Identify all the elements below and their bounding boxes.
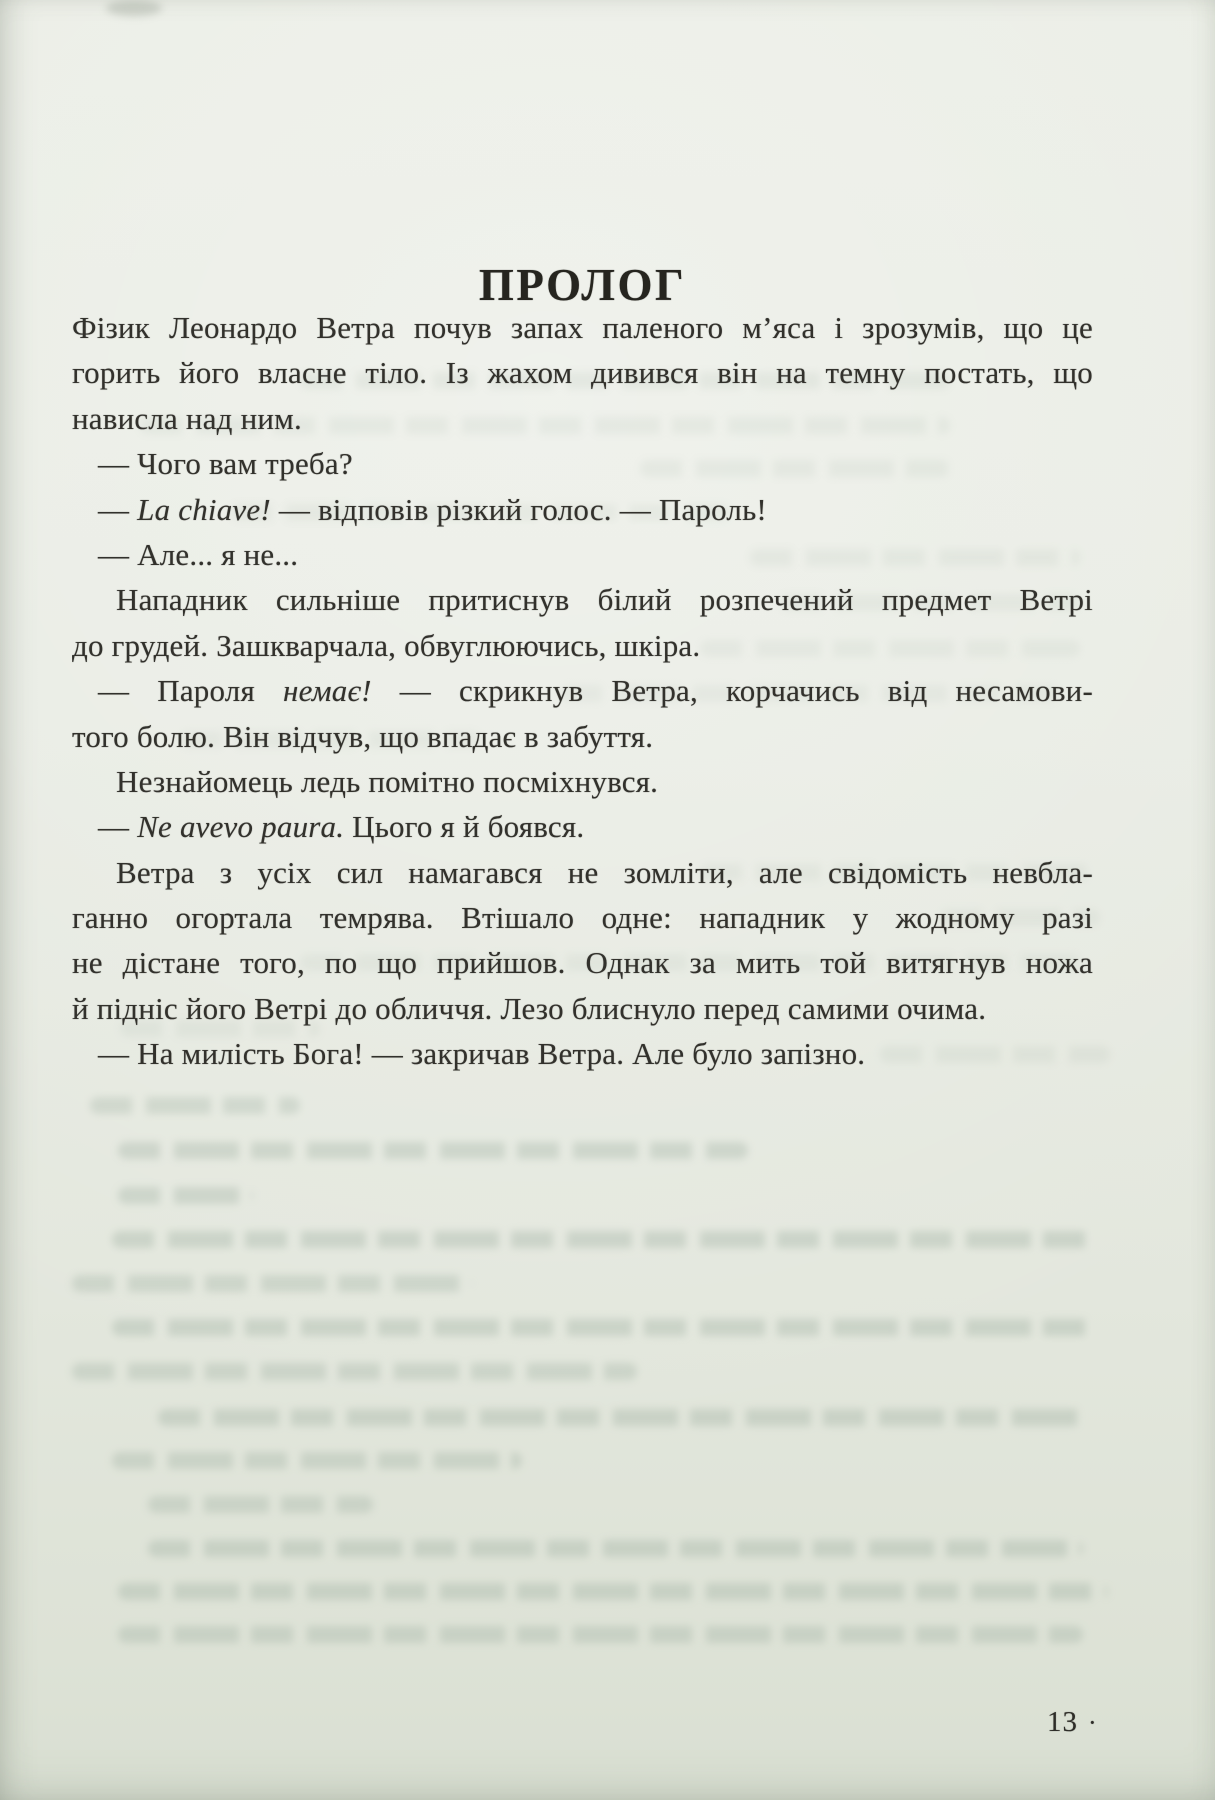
italic-phrase: немає! [283, 673, 372, 709]
bleedthrough-line [148, 1496, 373, 1513]
text-segment: Фізик Леонардо Ветра почув запах паленого м’яса і зрозумів, що це [72, 310, 1093, 345]
bleedthrough-line [158, 1409, 1088, 1426]
paragraph-dialogue [72, 668, 1093, 759]
bleedthrough-line [118, 1626, 1083, 1643]
bleedthrough-line [118, 1583, 1108, 1600]
text-segment: Ветра з усіх сил намагався не зомліти, але свідомість невбла- [116, 854, 1093, 890]
chapter-title: ПРОЛОГ [478, 260, 687, 311]
body-text [72, 305, 1093, 1077]
text-line [72, 940, 1093, 985]
paragraph-narrative [72, 759, 1093, 804]
page-number [1047, 1706, 1098, 1739]
bleedthrough-line [118, 1142, 748, 1159]
paragraph-dialogue [72, 487, 1093, 532]
folio-dot: · [1088, 1708, 1098, 1737]
text-line [72, 441, 1093, 486]
bleedthrough-line [112, 1231, 1092, 1248]
text-segment: нависла над ним. [72, 400, 302, 436]
text-segment: до грудей. Зашкварчала, обвуглюючись, шкіра. [72, 627, 701, 663]
page-number-value: 13 [1047, 1706, 1078, 1738]
text-segment: Цього я й боявся. [344, 809, 585, 845]
text-segment: — [98, 809, 138, 845]
text-line [72, 305, 1093, 350]
text-line [72, 895, 1093, 940]
text-segment: Нападник сильніше притиснув білий розпечений предмет Ветрі [116, 582, 1093, 618]
text-segment: горить його власне тіло. Із жахом дивився він на темну постать, що [72, 355, 1093, 391]
text-segment: — На милість Бога! — закричав Ветра. Але було запізно. [98, 1036, 866, 1072]
bleedthrough-line [148, 1540, 1083, 1557]
text-line [72, 986, 1093, 1031]
text-line [72, 396, 1093, 441]
text-line [72, 623, 1093, 668]
bleedthrough-line [72, 1363, 637, 1380]
paragraph-dialogue [72, 804, 1093, 849]
bleedthrough-line [112, 1319, 1097, 1336]
text-segment: — скрикнув Ветра, корчачись від несамови- [371, 673, 1093, 709]
bleedthrough-line [90, 1097, 300, 1114]
bleedthrough-line [118, 1187, 253, 1204]
text-segment: — відповів різкий голос. — Пароль! [270, 491, 767, 527]
text-line [72, 577, 1093, 622]
bleedthrough-line [72, 1275, 472, 1292]
text-line [72, 1031, 1093, 1076]
paragraph-narrative [72, 305, 1093, 441]
text-line [72, 350, 1093, 395]
paragraph-dialogue [72, 441, 1093, 486]
text-segment: того болю. Він відчув, що впадає в забуття. [72, 718, 654, 754]
text-segment: Незнайомець ледь помітно посміхнувся. [116, 763, 659, 799]
text-segment: ганно огортала темрява. Втішало одне: нападник у жодному разі [72, 900, 1093, 936]
paragraph-dialogue [72, 532, 1093, 577]
text-line [72, 850, 1093, 895]
text-line [72, 532, 1093, 577]
text-line [72, 759, 1093, 804]
paper-smudge [106, 0, 162, 16]
text-segment: — Чого вам треба? [98, 446, 353, 482]
text-segment: — Але... я не... [98, 536, 299, 572]
paragraph-dialogue [72, 1031, 1093, 1076]
italic-phrase: Ne avevo paura. [137, 809, 345, 845]
text-segment: не дістане того, по що прийшов. Однак за мить той витягнув ножа [72, 945, 1093, 981]
bleedthrough-line [112, 1452, 522, 1469]
italic-phrase: La chiave! [137, 491, 271, 527]
text-segment: й підніс його Ветрі до обличчя. Лезо блиснуло перед самими очима. [72, 990, 987, 1026]
paragraph-narrative [72, 850, 1093, 1032]
text-line [72, 668, 1093, 713]
text-line [72, 487, 1093, 532]
text-line [72, 804, 1093, 849]
text-line [72, 714, 1093, 759]
paragraph-narrative [72, 577, 1093, 668]
text-segment: — [98, 491, 138, 527]
text-segment: — Пароля [98, 673, 283, 709]
